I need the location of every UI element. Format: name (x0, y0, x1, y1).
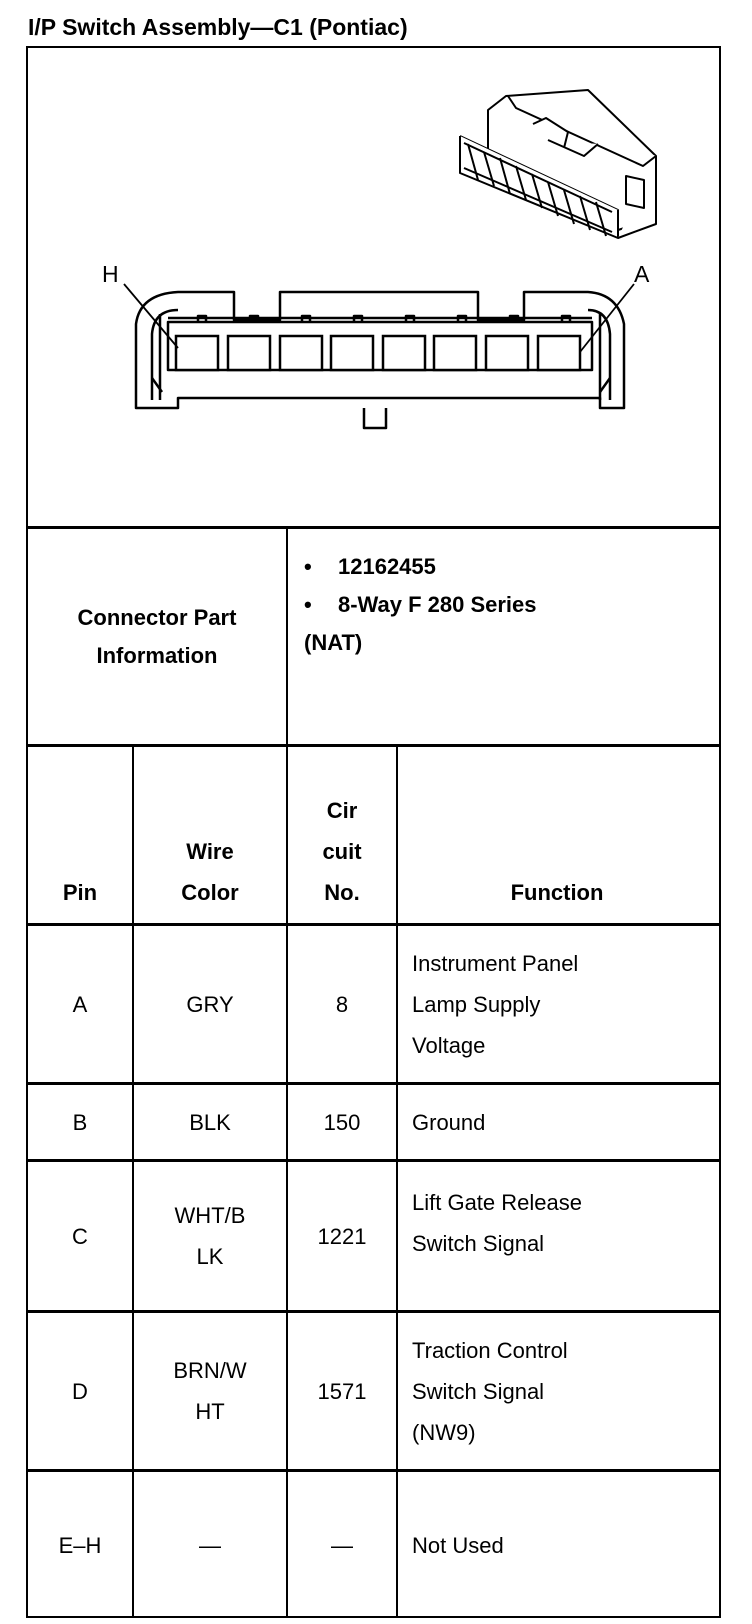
header-function: Function (510, 880, 604, 905)
connector-3d-view (460, 90, 656, 238)
table-row-circuit: — (331, 1532, 353, 1558)
table-row-function: Instrument Panel Lamp Supply Voltage (412, 950, 579, 1058)
table-row-pin: C (72, 1223, 88, 1249)
table-row-pin: B (72, 1109, 88, 1135)
table-row-function: Lift Gate Release Switch Signal (412, 1190, 582, 1256)
table-row-function: Traction Control Switch Signal (NW9) (412, 1337, 568, 1445)
table-row-wire: WHT/B LK (174, 1203, 246, 1269)
table-row-pin: E–H (58, 1532, 102, 1558)
table-row-wire: BLK (189, 1109, 231, 1135)
table-row-circuit: 8 (335, 991, 349, 1017)
table-row-wire: BRN/W HT (173, 1358, 247, 1424)
table-row-circuit: 1221 (317, 1223, 367, 1249)
page-title: I/P Switch Assembly—C1 (Pontiac) (28, 14, 408, 40)
header-circuit: Cir cuit No. (322, 798, 362, 905)
table-row-wire: GRY (186, 991, 234, 1017)
connector-note: (NAT) (304, 630, 363, 655)
connector-table (26, 46, 721, 1618)
table-row-pin: D (72, 1378, 88, 1404)
header-wire-color: Wire Color (181, 839, 239, 905)
connector-info-values (288, 548, 718, 662)
table-row-pin: A (72, 991, 88, 1017)
header-pin: Pin (62, 880, 98, 905)
pin-label-a: A (634, 261, 650, 287)
table-row-function: Ground (412, 1109, 486, 1135)
connector-cavities (176, 336, 580, 370)
table-row-circuit: 1571 (317, 1378, 367, 1404)
table-row-function: Not Used (412, 1532, 504, 1558)
pin-label-h: H (102, 261, 119, 287)
part-number: • 12162455 (304, 554, 436, 579)
table-row-wire: — (199, 1532, 221, 1558)
connector-info-label: Connector Part Information (77, 604, 237, 668)
table-row-circuit: 150 (323, 1109, 361, 1135)
connector-type: • 8-Way F 280 Series (304, 592, 537, 617)
connector-diagram (28, 48, 723, 528)
